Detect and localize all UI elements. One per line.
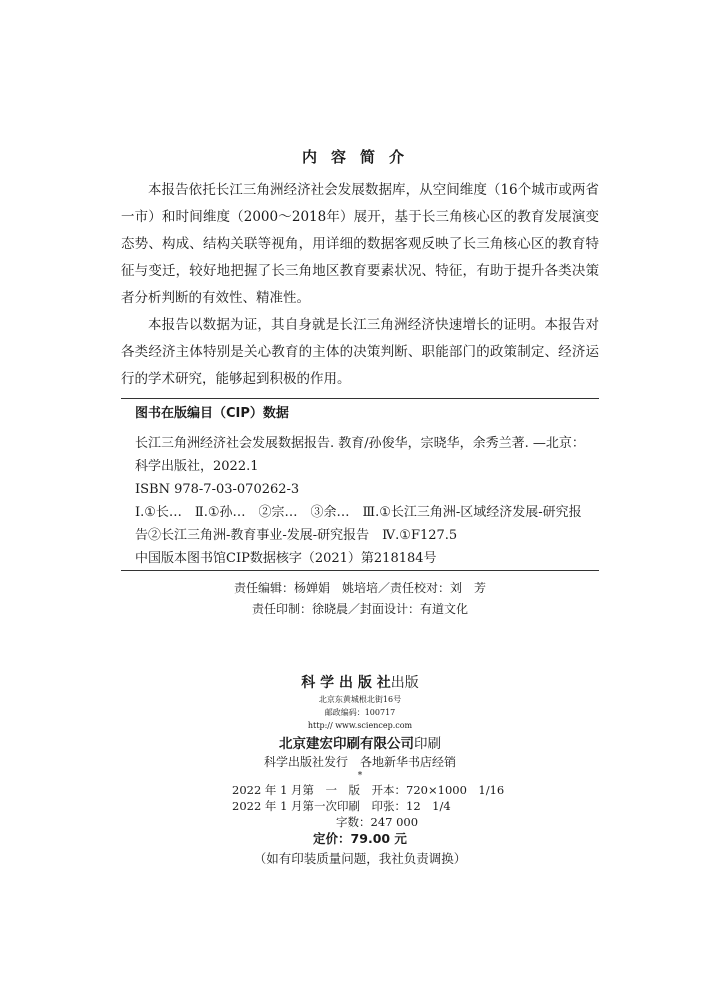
quality-notice: （如有印装质量问题，我社负责调换） — [253, 851, 467, 866]
cip-top-divider — [121, 398, 599, 399]
cip-bottom-divider — [121, 570, 599, 571]
publisher-contact — [0, 693, 720, 732]
credits-production: 责任印制：徐晓晨／封面设计：有道文化 — [251, 602, 468, 616]
publisher-suffix: 出版 — [390, 675, 419, 691]
publisher-website: http:// www.sciencep.com — [307, 721, 413, 730]
cip-isbn: ISBN 978-7-03-070262-3 — [135, 482, 300, 497]
credits — [0, 578, 720, 620]
printer-line — [0, 732, 720, 752]
summary-paragraph: 本报告以数据为证，其自身就是长江三角洲经济快速增长的证明。本报告对各类经济主体特别是关心教育的主体的决策判断、职能部门的政策制定、经济运行的学术研究，能够起到积极的作用。 — [121, 317, 599, 387]
summary-paragraph: 本报告依托长江三角洲经济社会发展数据库，从空间维度（16个城市或两省一市）和时间维度（2000～2018年）展开，基于长三角核心区的教育发展演变态势、构成、结构关联等视角，用详细的数据客观反映了长三角核心区的教育特征与变迁，较好地把握了长三角地区教育要素状况、特征，有助于提升各类决策者分析判断的有效性、精准性。 — [121, 182, 599, 306]
cip-record — [135, 432, 585, 570]
publisher-name: 科 学 出 版 社 — [301, 675, 391, 691]
publisher-postcode: 邮政编码：100717 — [324, 708, 396, 717]
cip-classification: Ⅰ.①长… Ⅱ.①孙… ②宗… ③余… Ⅲ.①长江三角洲-区域经济发展-研究报告②长江三角洲-教育事业-发展-研究报告 Ⅳ.①F127.5 — [135, 505, 582, 543]
cip-heading: 图书在版编目（CIP）数据 — [135, 406, 289, 421]
cip-entry: 长江三角洲经济社会发展数据报告. 教育/孙俊华，宗晓华，余秀兰著. —北京：科学出版社，2022.1 — [135, 436, 585, 474]
edition-first: 2022 年 1 月第 一 版 开本：720×1000 1/16 — [232, 783, 505, 797]
credits-editors: 责任编辑：杨婵娟 姚培培／责任校对：刘 芳 — [233, 581, 486, 595]
edition-info — [232, 782, 532, 830]
distribution-line: 科学出版社发行 各地新华书店经销 — [263, 755, 456, 769]
price: 定价：79.00 元 — [313, 831, 407, 846]
publisher-address: 北京东黄城根北街16号 — [318, 695, 402, 704]
summary-text — [121, 177, 599, 393]
edition-word-count: 字数：247 000 — [336, 815, 419, 829]
separator-mark: * — [357, 771, 363, 781]
publisher-line — [0, 672, 720, 692]
printer-name: 北京建宏印刷有限公司 — [279, 736, 414, 752]
printer-suffix: 印刷 — [414, 736, 441, 752]
page-title: 内容简介 — [301, 148, 418, 166]
edition-print: 2022 年 1 月第一次印刷 印张：12 1/4 — [232, 799, 451, 813]
cip-record-number: 中国版本图书馆CIP数据核字（2021）第218184号 — [135, 551, 437, 566]
